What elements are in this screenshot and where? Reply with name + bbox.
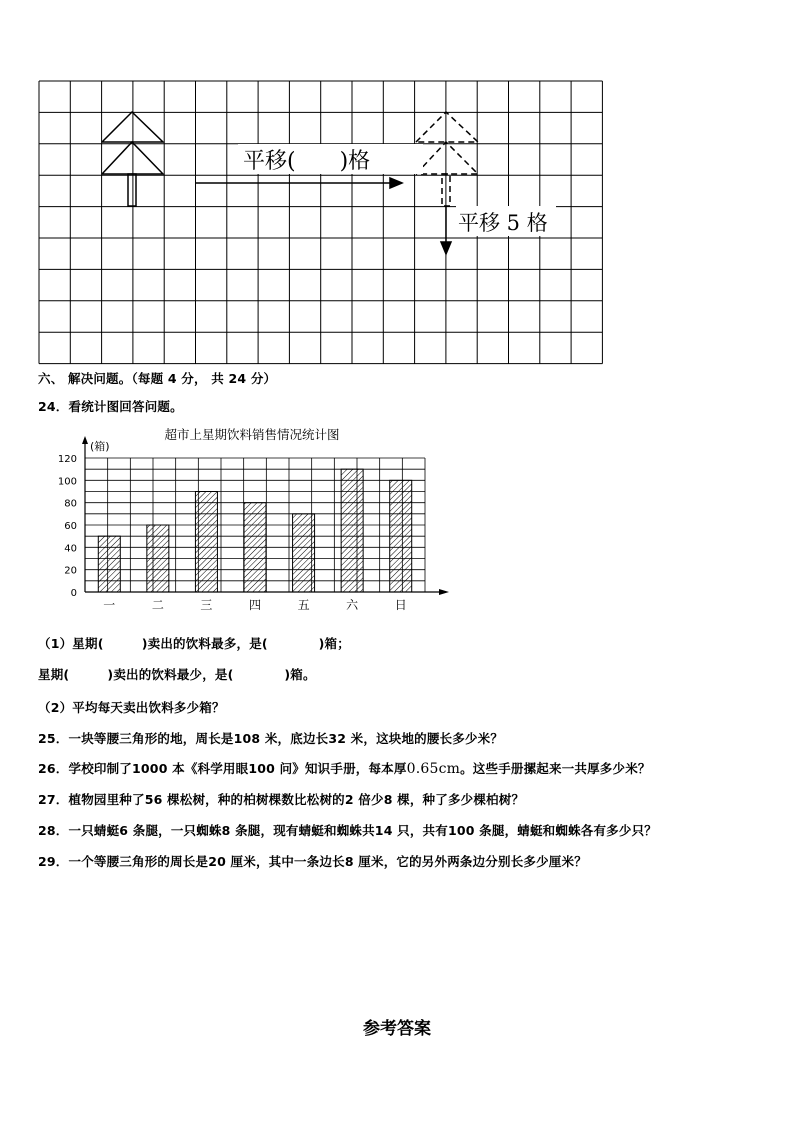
label-translate-blank: 平移( )格	[243, 149, 371, 174]
bar-四	[244, 503, 266, 592]
section-6-heading: 六、 解决问题。（每题 4 分， 共 24 分）	[38, 371, 277, 386]
x-tick-label: 二	[151, 598, 164, 612]
question-26-after: 。这些手册摞起来一共厚多少米？	[460, 761, 651, 776]
chart-y-unit: (箱)	[90, 440, 110, 453]
y-tick-label: 100	[57, 476, 77, 488]
question-26-before: 26．学校印制了1000 本《科学用眼100 问》知识手册，每本厚	[38, 761, 407, 776]
x-tick-label: 五	[297, 598, 310, 612]
chart-title: 超市上星期饮料销售情况统计图	[164, 427, 340, 442]
question-24-sub2: （2）平均每天卖出饮料多少箱？	[38, 700, 225, 715]
answer-key-title: 参考答案	[363, 1019, 431, 1039]
x-tick-label: 三	[200, 598, 213, 612]
bar-三	[195, 492, 217, 593]
question-29: 29．一个等腰三角形的周长是20 厘米，其中一条边长8 厘米，它的另外两条边分别长多少厘米？	[38, 854, 587, 869]
bar-五	[293, 514, 315, 592]
question-28: 28．一只蜻蜓6 条腿，一只蜘蛛8 条腿，现有蜻蜓和蜘蛛共14 只，共有100 条腿，蜻蜓和蜘蛛各有多少只？	[38, 823, 657, 838]
x-tick-label: 一	[103, 598, 116, 612]
bar-chart	[0, 420, 794, 620]
question-24-sub1-line1: （1）星期( )卖出的饮料最多，是( )箱；	[38, 636, 350, 651]
bar-一	[98, 536, 120, 592]
question-24-sub1-line2: 星期( )卖出的饮料最少，是( )箱。	[38, 667, 316, 682]
bar-六	[341, 469, 363, 592]
question-25: 25．一块等腰三角形的地，周长是108 米，底边长32 米，这块地的腰长多少米？	[38, 731, 504, 746]
y-tick-label: 60	[64, 521, 77, 532]
vertical-arrow	[441, 206, 451, 254]
bar-日	[390, 480, 412, 592]
question-26	[38, 759, 651, 777]
x-tick-label: 六	[346, 598, 359, 612]
question-27: 27．植物园里种了56 棵松树，种的柏树棵数比松树的2 倍少8 棵，种了多少棵柏树？	[38, 792, 525, 807]
question-24-prompt: 24．看统计图回答问题。	[38, 399, 183, 414]
x-axis-arrow	[439, 589, 449, 595]
y-tick-label: 40	[64, 543, 77, 555]
y-tick-label: 20	[64, 565, 77, 577]
y-axis-arrow	[82, 436, 88, 444]
question-26-unit: 0.65cm	[406, 761, 461, 777]
x-tick-label: 日	[394, 598, 407, 612]
y-tick-label: 0	[70, 588, 77, 599]
y-tick-label: 80	[64, 498, 77, 510]
y-tick-label: 120	[57, 454, 77, 465]
x-tick-label: 四	[248, 598, 262, 612]
bar-二	[147, 525, 169, 592]
tree-dashed	[416, 112, 478, 206]
label-translate-5: 平移 5 格	[458, 211, 548, 235]
translation-grid-figure	[38, 80, 606, 366]
